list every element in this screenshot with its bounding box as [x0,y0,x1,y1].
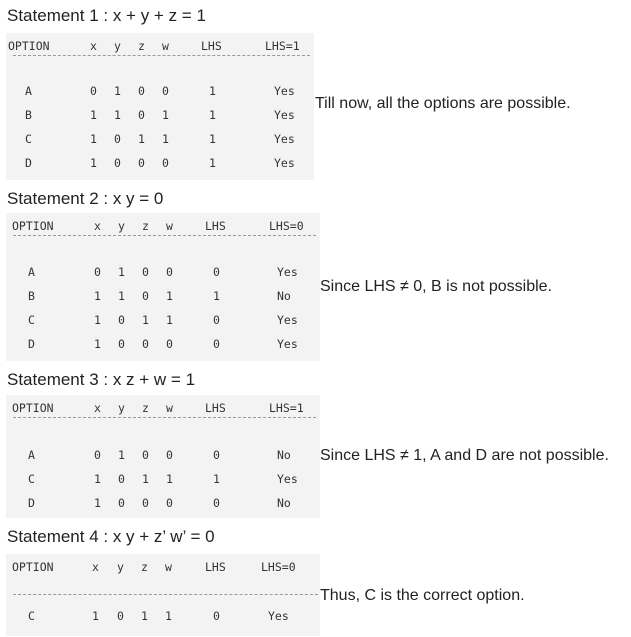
cell-result: No [277,448,291,462]
cell-result: Yes [274,156,295,170]
cell-y: 1 [118,265,125,279]
statement-3-table [6,395,320,518]
statement-2-table [6,213,320,361]
statement-4-note: Thus, C is the correct option. [320,587,525,604]
cell-w: 1 [166,313,173,327]
col-x: x [92,560,99,574]
cell-z: 0 [138,156,145,170]
cell-option: A [25,84,32,98]
col-lhs-check: LHS=0 [261,560,296,574]
cell-w: 0 [166,265,173,279]
statement-1-table [6,33,314,180]
cell-option: C [28,609,35,623]
cell-y: 1 [114,84,121,98]
cell-w: 1 [162,132,169,146]
cell-lhs: 0 [213,313,220,327]
cell-y: 1 [114,108,121,122]
cell-lhs: 0 [213,337,220,351]
cell-x: 0 [94,265,101,279]
cell-option: A [28,448,35,462]
cell-x: 1 [94,337,101,351]
cell-result: Yes [277,337,298,351]
cell-option: B [25,108,32,122]
cell-result: Yes [277,313,298,327]
cell-y: 0 [114,132,121,146]
cell-x: 1 [90,108,97,122]
col-lhs: LHS [205,401,226,415]
col-x: x [94,401,101,415]
col-z: z [142,401,149,415]
cell-lhs: 1 [209,108,216,122]
cell-z: 0 [138,84,145,98]
cell-z: 1 [142,472,149,486]
col-w: w [165,560,172,574]
col-y: y [118,219,125,233]
cell-z: 0 [142,265,149,279]
cell-y: 1 [118,448,125,462]
cell-x: 1 [94,289,101,303]
col-x: x [94,219,101,233]
cell-z: 0 [142,448,149,462]
cell-result: Yes [274,84,295,98]
col-option: OPTION [12,401,54,415]
statement-1-note: Till now, all the options are possible. [315,95,571,112]
cell-lhs: 1 [209,156,216,170]
cell-lhs: 1 [209,84,216,98]
cell-option: B [28,289,35,303]
cell-x: 1 [94,472,101,486]
cell-y: 1 [118,289,125,303]
cell-x: 0 [90,84,97,98]
col-option: OPTION [12,560,54,574]
cell-x: 1 [92,609,99,623]
col-lhs-check: LHS=1 [265,39,300,53]
col-option: OPTION [8,39,50,53]
table-separator [13,55,310,56]
col-z: z [141,560,148,574]
statement-2-heading: Statement 2 : x y = 0 [7,189,164,208]
cell-option: C [28,472,35,486]
cell-z: 1 [138,132,145,146]
cell-y: 0 [117,609,124,623]
cell-z: 0 [142,337,149,351]
cell-y: 0 [118,337,125,351]
cell-z: 0 [142,289,149,303]
cell-w: 0 [166,448,173,462]
cell-z: 1 [142,313,149,327]
cell-lhs: 0 [213,448,220,462]
cell-option: D [25,156,32,170]
table-separator [13,235,316,236]
cell-z: 0 [142,496,149,510]
statement-3-heading: Statement 3 : x z + w = 1 [7,370,196,389]
cell-w: 1 [162,108,169,122]
cell-lhs: 0 [213,609,220,623]
cell-option: C [25,132,32,146]
col-lhs: LHS [205,219,226,233]
col-y: y [114,39,121,53]
col-lhs-check: LHS=1 [269,401,304,415]
cell-x: 0 [94,448,101,462]
table-separator [13,417,316,418]
cell-w: 0 [166,337,173,351]
cell-w: 0 [162,156,169,170]
col-x: x [90,39,97,53]
cell-option: A [28,265,35,279]
col-lhs: LHS [201,39,222,53]
cell-result: No [277,289,291,303]
cell-y: 0 [118,472,125,486]
cell-w: 0 [166,496,173,510]
cell-x: 1 [94,313,101,327]
statement-3-note: Since LHS ≠ 1, A and D are not possible. [320,447,609,464]
cell-y: 0 [118,313,125,327]
table-separator [13,594,318,595]
col-w: w [162,39,169,53]
cell-result: Yes [274,108,295,122]
cell-lhs: 0 [213,496,220,510]
cell-w: 1 [166,289,173,303]
col-lhs: LHS [205,560,226,574]
statement-1-heading: Statement 1 : x + y + z = 1 [7,6,206,25]
col-w: w [166,219,173,233]
cell-z: 0 [138,108,145,122]
statement-4-table [6,554,320,636]
cell-result: Yes [274,132,295,146]
col-z: z [138,39,145,53]
cell-y: 0 [118,496,125,510]
cell-w: 1 [166,472,173,486]
cell-result: Yes [268,609,289,623]
col-y: y [117,560,124,574]
cell-option: C [28,313,35,327]
cell-lhs: 1 [213,289,220,303]
cell-x: 1 [94,496,101,510]
cell-option: D [28,337,35,351]
col-lhs-check: LHS=0 [269,219,304,233]
col-y: y [118,401,125,415]
statement-4-heading: Statement 4 : x y + z’ w’ = 0 [7,527,215,546]
cell-result: Yes [277,265,298,279]
col-option: OPTION [12,219,54,233]
col-z: z [142,219,149,233]
cell-lhs: 1 [213,472,220,486]
cell-lhs: 1 [209,132,216,146]
cell-result: No [277,496,291,510]
cell-z: 1 [141,609,148,623]
cell-x: 1 [90,132,97,146]
cell-lhs: 0 [213,265,220,279]
statement-2-note: Since LHS ≠ 0, B is not possible. [320,278,553,295]
cell-x: 1 [90,156,97,170]
col-w: w [166,401,173,415]
cell-w: 1 [165,609,172,623]
cell-w: 0 [162,84,169,98]
cell-option: D [28,496,35,510]
cell-result: Yes [277,472,298,486]
cell-y: 0 [114,156,121,170]
